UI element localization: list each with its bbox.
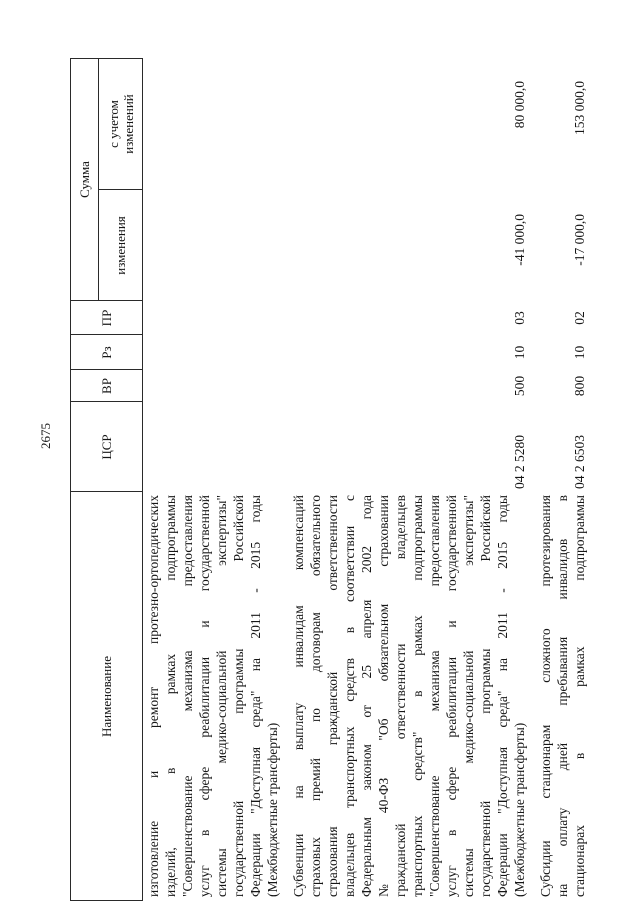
pr-cell: 03 — [511, 311, 527, 325]
name-line: владельцев транспортных средств в соответствии с — [341, 495, 357, 897]
name-line: государственной программы Российской — [230, 495, 246, 897]
vr-cell: 800 — [571, 375, 587, 397]
header-vr: ВР — [99, 378, 114, 394]
vr-cell: 500 — [511, 375, 527, 397]
header-change: изменения — [113, 216, 128, 275]
name-line: транспортных средств" в рамках подпрограммы — [409, 495, 425, 897]
with-change-cell: 153 000,0 — [571, 81, 587, 135]
with-change-cell: 80 000,0 — [511, 81, 527, 129]
name-line: на оплату дней пребывания инвалидов в — [554, 495, 570, 897]
header-pr: ПР — [99, 309, 114, 327]
name-line: Федерации "Доступная среда" на 2011 - 2015 годы — [494, 495, 510, 897]
header-with-change-cell — [98, 58, 143, 190]
name-line: гражданской ответственности владельцев — [392, 495, 408, 897]
name-line: Федерации "Доступная среда" на 2011 - 2015 годы — [247, 495, 263, 897]
name-cell — [290, 495, 528, 897]
name-line: системы медико-социальной экспертизы" — [460, 495, 476, 897]
header-with-change: с учетом изменений — [105, 94, 136, 154]
change-cell: -17 000,0 — [571, 214, 587, 266]
name-cell — [145, 495, 281, 897]
name-line: Федеральным законом от 25 апреля 2002 года — [358, 495, 374, 897]
header-csr: ЦСР — [99, 434, 114, 460]
header-name: Наименование — [99, 656, 114, 737]
header-rz: Рз — [99, 346, 114, 359]
name-line: страховых премий по договорам обязательного — [307, 495, 323, 897]
csr-cell: 04 2 6503 — [571, 435, 587, 489]
name-line: изделий, в рамках подпрограммы — [162, 495, 178, 897]
pr-cell: 02 — [571, 311, 587, 325]
name-line: системы медико-социальной экспертизы" — [213, 495, 229, 897]
header-sum: Сумма — [76, 161, 92, 198]
page-number: 2675 — [38, 423, 53, 449]
rz-cell: 10 — [511, 345, 527, 360]
name-line: Субвенции на выплату инвалидам компенсаций — [290, 495, 306, 897]
name-line: "Совершенствование механизма предоставления — [179, 495, 195, 897]
rz-cell: 10 — [571, 345, 587, 360]
name-line: стационарах в рамках подпрограммы — [571, 495, 587, 897]
csr-cell: 04 2 5280 — [511, 435, 527, 489]
name-line: № 40-ФЗ "Об обязательном страховании — [375, 495, 391, 897]
name-line: страхования гражданской ответственности — [324, 495, 340, 897]
name-line: изготовление и ремонт протезно-ортопедических — [145, 495, 161, 897]
name-line: услуг в сфере реабилитации и государственной — [196, 495, 212, 897]
name-line: Субсидии стационарам сложного протезирования — [537, 495, 553, 897]
name-line: государственной программы Российской — [477, 495, 493, 897]
name-cell — [537, 495, 588, 897]
change-cell: -41 000,0 — [511, 214, 527, 266]
name-line: (Межбюджетные трансферты) — [511, 722, 527, 897]
name-line: "Совершенствование механизма предоставления — [426, 495, 442, 897]
name-line: услуг в сфере реабилитации и государственной — [443, 495, 459, 897]
name-line: (Межбюджетные трансферты) — [264, 722, 280, 897]
